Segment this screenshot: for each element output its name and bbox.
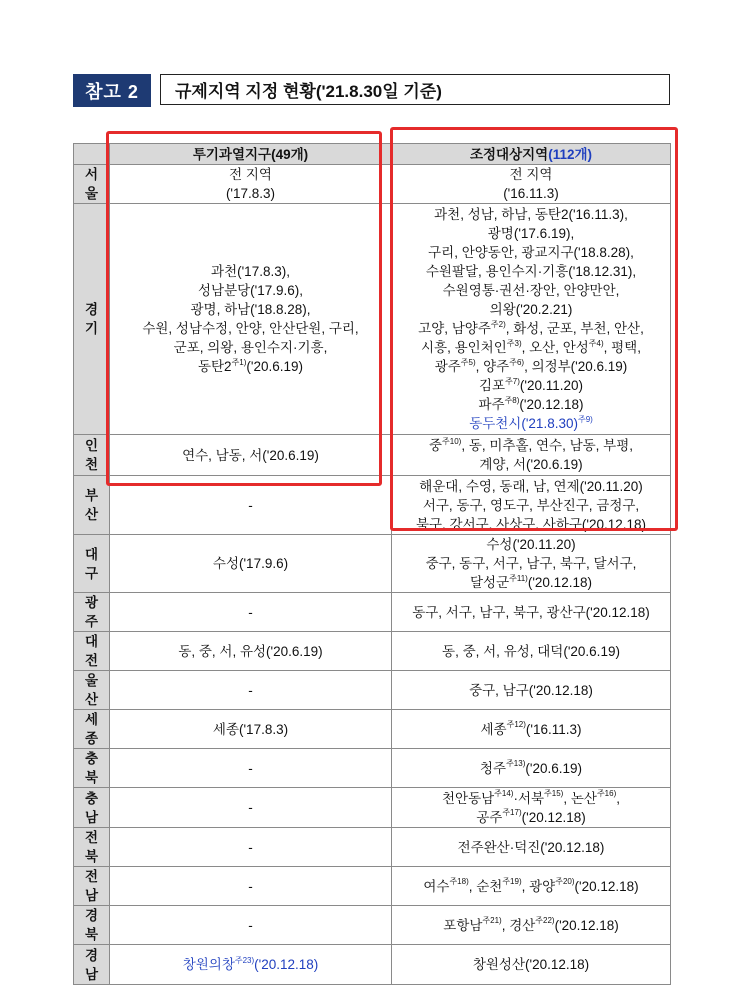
dongducheon-entry: 동두천시$('21.8.30)^{주9)}$: [469, 414, 593, 431]
region-name: 경 기: [74, 204, 110, 435]
speculation-cell: 세종('17.8.3): [110, 710, 392, 749]
table-row: [74, 535, 671, 593]
table-row: [74, 749, 671, 788]
region-name: 대 전: [74, 632, 110, 671]
speculation-cell: -: [110, 671, 392, 710]
adjustment-cell: 창원성산('20.12.18): [392, 945, 671, 985]
speculation-cell: 수성('17.9.6): [110, 535, 392, 593]
adjustment-cell: 세종$^{주12)}$('16.11.3): [392, 710, 671, 749]
speculation-cell: 과천('17.8.3), 성남분당('17.9.6), 광명, 하남('18.8.28), 수원, 성남수정, 안양, 안산단원, 구리, 군포, 의왕, 용인수지·기흥, 동탄$2^{주1)}('20.6.19)$: [110, 204, 392, 435]
table-row: [74, 945, 671, 985]
table-row: [74, 593, 671, 632]
page-title: 규제지역 지정 현황('21.8.30일 기준): [160, 74, 670, 105]
adjustment-cell: 해운대, 수영, 동래, 남, 연제('20.11.20) 서구, 동구, 영도구, 부산진구, 금정구, 북구, 강서구, 사상구, 사하구('20.12.18): [392, 476, 671, 535]
region-name: 서 울: [74, 165, 110, 204]
adjustment-cell: 포항남$^{주21)}$, 경산$^{주22)}$('20.12.18): [392, 906, 671, 945]
speculation-zone-header: [110, 144, 392, 165]
table-row: [74, 632, 671, 671]
table-row: [74, 828, 671, 867]
adjustment-cell: 중$^{주10)}$, 동, 미추홀, 연수, 남동, 부평, 계양, 서('20.6.19): [392, 435, 671, 476]
speculation-cell: 창원의창$^{주23)}$('20.12.18): [110, 945, 392, 985]
region-name: 충 북: [74, 749, 110, 788]
region-name: 광 주: [74, 593, 110, 632]
table-row: [74, 710, 671, 749]
adjustment-cell: 천안동남$^{주14)}$·서북$^{주15)}$, 논산$^{주16)}$, 공주$^{주17)}$('20.12.18): [392, 788, 671, 828]
region-name: 전 북: [74, 828, 110, 867]
region-name: 경 남: [74, 945, 110, 985]
speculation-cell: 연수, 남동, 서('20.6.19): [110, 435, 392, 476]
table-row: [74, 906, 671, 945]
speculation-cell: -: [110, 593, 392, 632]
region-header: [74, 144, 110, 165]
region-name: 경 북: [74, 906, 110, 945]
table-row: [74, 788, 671, 828]
speculation-cell: -: [110, 906, 392, 945]
region-name: 충 남: [74, 788, 110, 828]
region-name: 대 구: [74, 535, 110, 593]
adjustment-cell: 과천, 성남, 하남, 동탄2('16.11.3), 광명('17.6.19), 구리, 안양동안, 광교지구('18.8.28), 수원팔달, 용인수지·기흥('18.12.31), 수원영통·권선·장안, 안양만안, 의왕('20.2.21) 고양, 남양주$^{주2)}$, 화성, 군포, 부천, 안산, 시흥, 용인처인$^{주3)}$, 오산, 안성$^{주4)}$, 평택, 광주$^{주5)}$, 양주$^{주6)}$, 의정부('20.6.19) 김포$^{주7)}$('20.11.20) 파주$^{주8)}$('20.12.18) 동두천시$('21.8.30)^{주9)}$: [392, 204, 671, 435]
region-name: 전 남: [74, 867, 110, 906]
adjustment-cell: 중구, 남구('20.12.18): [392, 671, 671, 710]
speculation-cell: 동, 중, 서, 유성('20.6.19): [110, 632, 392, 671]
speculation-cell: -: [110, 749, 392, 788]
adjustment-cell: 수성('20.11.20) 중구, 동구, 서구, 남구, 북구, 달서구, 달성군$^{주11)}$('20.12.18): [392, 535, 671, 593]
adjustment-cell: 동, 중, 서, 유성, 대덕('20.6.19): [392, 632, 671, 671]
region-name: 세 종: [74, 710, 110, 749]
header-count: (112개): [548, 146, 593, 162]
header-label: 조정대상지역: [469, 146, 549, 162]
speculation-cell: -: [110, 476, 392, 535]
table-row: [74, 476, 671, 535]
header-label: 투기과열지구: [192, 146, 272, 162]
table-row: [74, 204, 671, 435]
speculation-cell: -: [110, 828, 392, 867]
region-name: 부 산: [74, 476, 110, 535]
adjustment-zone-header: [392, 144, 671, 165]
table-header-row: [74, 144, 671, 165]
speculation-cell: -: [110, 788, 392, 828]
region-name: 인 천: [74, 435, 110, 476]
table-row: [74, 435, 671, 476]
table-row: [74, 671, 671, 710]
adjustment-cell: 전 지역 ('16.11.3): [392, 165, 671, 204]
speculation-cell: -: [110, 867, 392, 906]
speculation-cell: 전 지역 ('17.8.3): [110, 165, 392, 204]
adjustment-cell: 전주완산·덕진('20.12.18): [392, 828, 671, 867]
adjustment-cell: 동구, 서구, 남구, 북구, 광산구('20.12.18): [392, 593, 671, 632]
reference-badge: 참고 2: [73, 74, 151, 107]
table-row: [74, 165, 671, 204]
region-name: 울 산: [74, 671, 110, 710]
adjustment-cell: 여수$^{주18)}$, 순천$^{주19)}$, 광양$^{주20)}$('20.12.18): [392, 867, 671, 906]
table-row: [74, 867, 671, 906]
regulation-table: [73, 143, 671, 985]
header-count: (49개): [271, 146, 309, 162]
adjustment-cell: 청주$^{주13)}$('20.6.19): [392, 749, 671, 788]
